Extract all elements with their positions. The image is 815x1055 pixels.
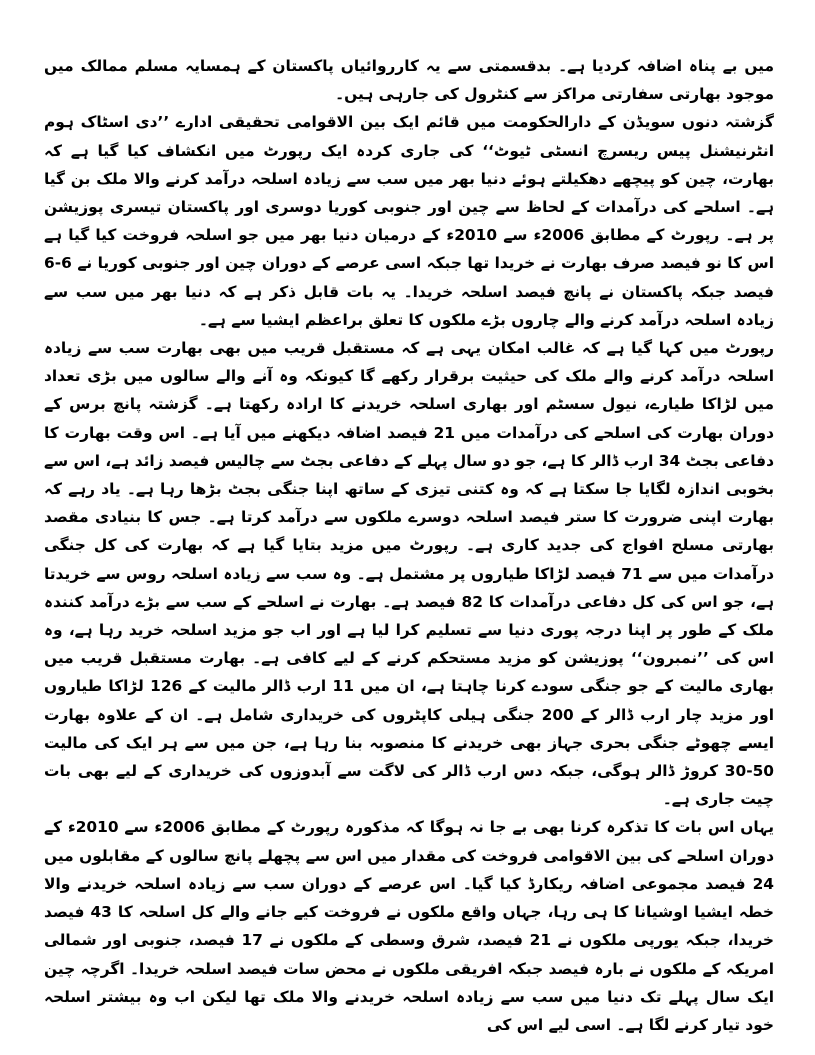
paragraph-4: یہاں اس بات کا تذکرہ کرنا بھی بے جا نہ ہوگا کہ مذکورہ رپورٹ کے مطابق 2006ء سے 2010ء کے دوران اسلحے کی بین الاقوامی فروخت کی مقدار میں اس سے پچھلے پانچ سالوں کے مقابلوں میں 24 فیصد مجموعی اضافہ ریکارڈ کیا گیا۔ اس عرصے کے دوران سب سے زیادہ اسلحہ خریدنے والا خطہ ایشیا اوشیانا کا ہی رہا، جہاں واقع ملکوں نے فروخت کیے جانے والے کل اسلحہ کا 43 فیصد خریدا، جبکہ یورپی ملکوں نے 21 فیصد، شرق وسطی کے ملکوں نے 17 فیصد، جنوبی اور شمالی امریکہ کے ملکوں نے بارہ فیصد جبکہ افریقی ملکوں نے محض سات فیصد اسلحہ خریدا۔ اگرچہ چین ایک سال پہلے تک دنیا میں سب سے زیادہ اسلحہ خریدنے والا ملک تھا لیکن اب وہ بیشتر اسلحہ خود تیار کرنے لگا ہے۔ اسی لیے اس کی [44,818,774,1034]
paragraph-1: میں بے پناہ اضافہ کردیا ہے۔ بدقسمتی سے یہ کارروائیاں پاکستان کے ہمسایہ مسلم ممالک میں موجود بھارتی سفارتی مراکز سے کنٹرول کی جارہی ہیں۔ [44,57,774,104]
paragraph-2: گزشتہ دنوں سویڈن کے دارالحکومت میں قائم ایک بین الاقوامی تحقیقی ادارے ’’دی اسٹاک ہوم انٹرنیشنل پیس ریسرچ انسٹی ٹیوٹ‘‘ کی جاری کردہ ایک رپورٹ میں انکشاف کیا گیا ہے کہ بھارت، چین کو پیچھے دھکیلتے ہوئے دنیا بھر میں سب سے زیادہ اسلحہ درآمد کرنے والا ملک بن گیا ہے۔ اسلحے کی درآمدات کے لحاظ سے چین اور جنوبی کوریا دوسری اور پاکستان تیسری پوزیشن پر ہے۔ رپورٹ کے مطابق 2006ء سے 2010ء کے درمیان دنیا بھر میں جو اسلحہ فروخت کیا گیا ہے اس کا نو فیصد صرف بھارت نے خریدا تھا جبکہ اسی عرصے کے دوران چین اور جنوبی کوریا نے 6-6 فیصد جبکہ پاکستان نے پانچ فیصد اسلحہ خریدا۔ یہ بات قابل ذکر ہے کہ دنیا بھر میں سب سے زیادہ اسلحہ درآمد کرنے والے چاروں بڑے ملکوں کا تعلق براعظم ایشیا سے ہے۔ [44,113,774,329]
article-page [44,52,774,1042]
paragraph-3: رپورٹ میں کہا گیا ہے کہ غالب امکان یہی ہے کہ مستقبل قریب میں بھی بھارت سب سے زیادہ اسلحہ درآمد کرنے والے ملک کی حیثیت برقرار رکھے گا کیونکہ وہ آنے والے سالوں میں بڑی تعداد میں لڑاکا طیارے، نیول سسٹم اور بھاری اسلحہ خریدنے کا ارادہ رکھتا ہے۔ گزشتہ پانچ برس کے دوران بھارت کی اسلحے کی درآمدات میں 21 فیصد اضافہ دیکھنے میں آیا ہے۔ اس وقت بھارت کا دفاعی بجٹ 34 ارب ڈالر کا ہے، جو دو سال پہلے کے دفاعی بجٹ سے چالیس فیصد زائد ہے، اس سے بخوبی اندازہ لگایا جا سکتا ہے کہ وہ کتنی تیزی کے ساتھ اپنا جنگی بجٹ بڑھا رہا ہے۔ یاد رہے کہ بھارت اپنی ضرورت کا ستر فیصد اسلحہ دوسرے ملکوں سے درآمد کرتا ہے۔ جس کا بنیادی مقصد بھارتی مسلح افواج کی جدید کاری ہے۔ رپورٹ میں مزید بتایا گیا ہے کہ بھارت کی کل جنگی درآمدات میں سے 71 فیصد لڑاکا طیاروں پر مشتمل ہے۔ وہ سب سے زیادہ اسلحہ روس سے خریدتا ہے، جو اس کی کل دفاعی درآمدات کا 82 فیصد ہے۔ بھارت نے اسلحے کے سب سے بڑے درآمد کنندہ ملک کے طور پر اپنا درجہ پوری دنیا سے تسلیم کرا لیا ہے اور اب جو مزید اسلحہ خرید رہا ہے، وہ اس کی ’’نمبرون‘‘ پوزیشن کو مزید مستحکم کرنے کے لیے کافی ہے۔ بھارت مستقبل قریب میں بھاری مالیت کے جو جنگی سودے کرنا چاہتا ہے، ان میں 11 ارب ڈالر مالیت کے 126 لڑاکا طیاروں اور مزید چار ارب ڈالر کے 200 جنگی ہیلی کاپٹروں کی خریداری شامل ہے۔ ان کے علاوہ بھارت ایسے چھوٹے جنگی بحری جہاز بھی خریدنے کا منصوبہ بنا رہا ہے، جن میں سے ہر ایک کی مالیت 50-30 کروڑ ڈالر ہوگی، جبکہ دس ارب ڈالر کی لاگت سے آبدوزوں کی خریداری کے لیے بھی بات چیت جاری ہے۔ [44,339,774,809]
